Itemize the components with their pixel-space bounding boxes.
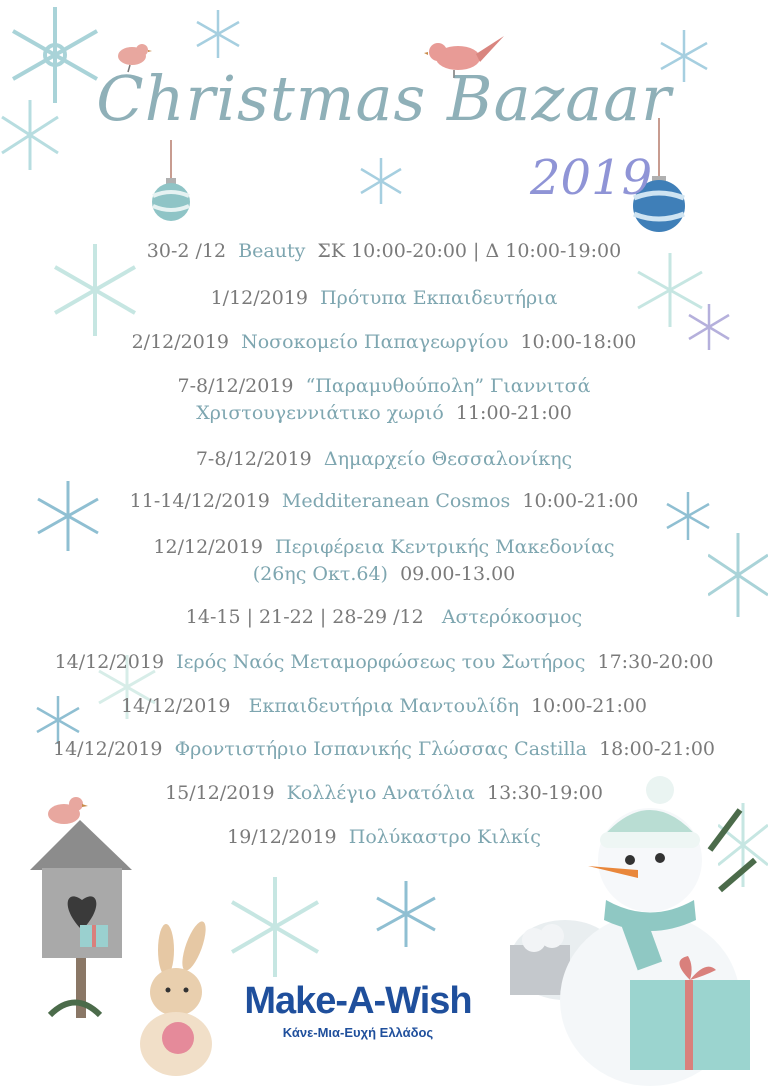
event-date: 14/12/2019 — [52, 738, 163, 760]
list-item — [0, 534, 768, 560]
event-time: 10:00-21:00 — [531, 695, 648, 717]
poster-year: 2019 — [530, 150, 653, 206]
event-place: Πρότυπα Εκπαιδευτήρια — [320, 287, 558, 309]
poster-title: Christmas Bazaar — [96, 62, 672, 135]
snowflake-icon — [192, 8, 244, 60]
list-item — [0, 488, 768, 514]
event-date: 11-14/12/2019 — [129, 490, 270, 512]
event-date: 14/12/2019 — [54, 651, 165, 673]
event-date: 14-15 | 21-22 | 28-29 /12 — [185, 606, 424, 628]
event-date: 2/12/2019 — [131, 331, 229, 353]
list-item — [0, 329, 768, 355]
event-place: Beauty — [238, 240, 306, 262]
event-place: Φροντιστήριο Ισπανικής Γλώσσας Castilla — [174, 738, 587, 760]
event-time: 09.00-13.00 — [400, 563, 516, 585]
event-date: 7-8/12/2019 — [177, 375, 294, 397]
event-place: (26ης Οκτ.64) — [252, 563, 388, 585]
event-time: ΣΚ 10:00-20:00 | Δ 10:00-19:00 — [317, 240, 622, 262]
birdhouse-icon — [20, 780, 140, 1030]
event-place: Νοσοκομείο Παπαγεωργίου — [241, 331, 509, 353]
event-time: 10:00-21:00 — [522, 490, 639, 512]
list-item — [0, 649, 768, 675]
list-item — [0, 446, 768, 472]
snowflake-icon — [370, 878, 442, 950]
list-item — [0, 693, 768, 719]
event-time: 13:30-19:00 — [486, 782, 603, 804]
list-item-continued — [0, 561, 768, 587]
event-time: 17:30-20:00 — [597, 651, 714, 673]
list-item — [0, 604, 768, 630]
event-date: 14/12/2019 — [120, 695, 231, 717]
event-place: Εκπαιδευτήρια Μαντουλίδη — [248, 695, 519, 717]
event-date: 1/12/2019 — [210, 287, 309, 309]
ornament-icon — [148, 140, 194, 224]
event-date: 30-2 /12 — [146, 240, 227, 262]
logo-name: Make-A-Wish — [244, 980, 472, 1022]
list-item — [0, 373, 768, 399]
event-place: Δημαρχείο Θεσσαλονίκης — [323, 448, 573, 470]
event-place: Κολλέγιο Ανατόλια — [286, 782, 475, 804]
event-time: 11:00-21:00 — [455, 402, 572, 424]
snowflake-icon — [356, 156, 406, 206]
snowflake-icon — [220, 872, 330, 982]
event-place: Αστερόκοσμος — [441, 606, 583, 628]
event-date: 7-8/12/2019 — [195, 448, 312, 470]
event-time: 10:00-18:00 — [520, 331, 637, 353]
event-date: 12/12/2019 — [153, 536, 263, 558]
event-date: 15/12/2019 — [165, 782, 275, 804]
list-item — [0, 285, 768, 311]
make-a-wish-logo — [218, 980, 498, 1040]
event-place: Περιφέρεια Κεντρικής Μακεδονίας — [275, 536, 615, 558]
event-place: Χριστουγεννιάτικο χωριό — [196, 402, 444, 424]
logo-tagline: Κάνε-Μια-Ευχή Ελλάδος — [282, 1025, 434, 1040]
event-time: 18:00-21:00 — [599, 738, 715, 760]
event-place: “Παραμυθούπολη” Γιαννιτσά — [305, 375, 591, 397]
event-place: Ιερός Ναός Μεταμορφώσεως του Σωτήρος — [176, 651, 586, 673]
event-place: Medditeranean Cosmos — [281, 490, 511, 512]
list-item — [0, 736, 768, 762]
event-date: 19/12/2019 — [227, 826, 337, 848]
snowman-icon — [510, 770, 760, 1086]
list-item — [0, 238, 768, 264]
bunny-icon — [124, 920, 224, 1080]
event-place: Πολύκαστρο Κιλκίς — [348, 826, 541, 848]
list-item-continued — [0, 400, 768, 426]
